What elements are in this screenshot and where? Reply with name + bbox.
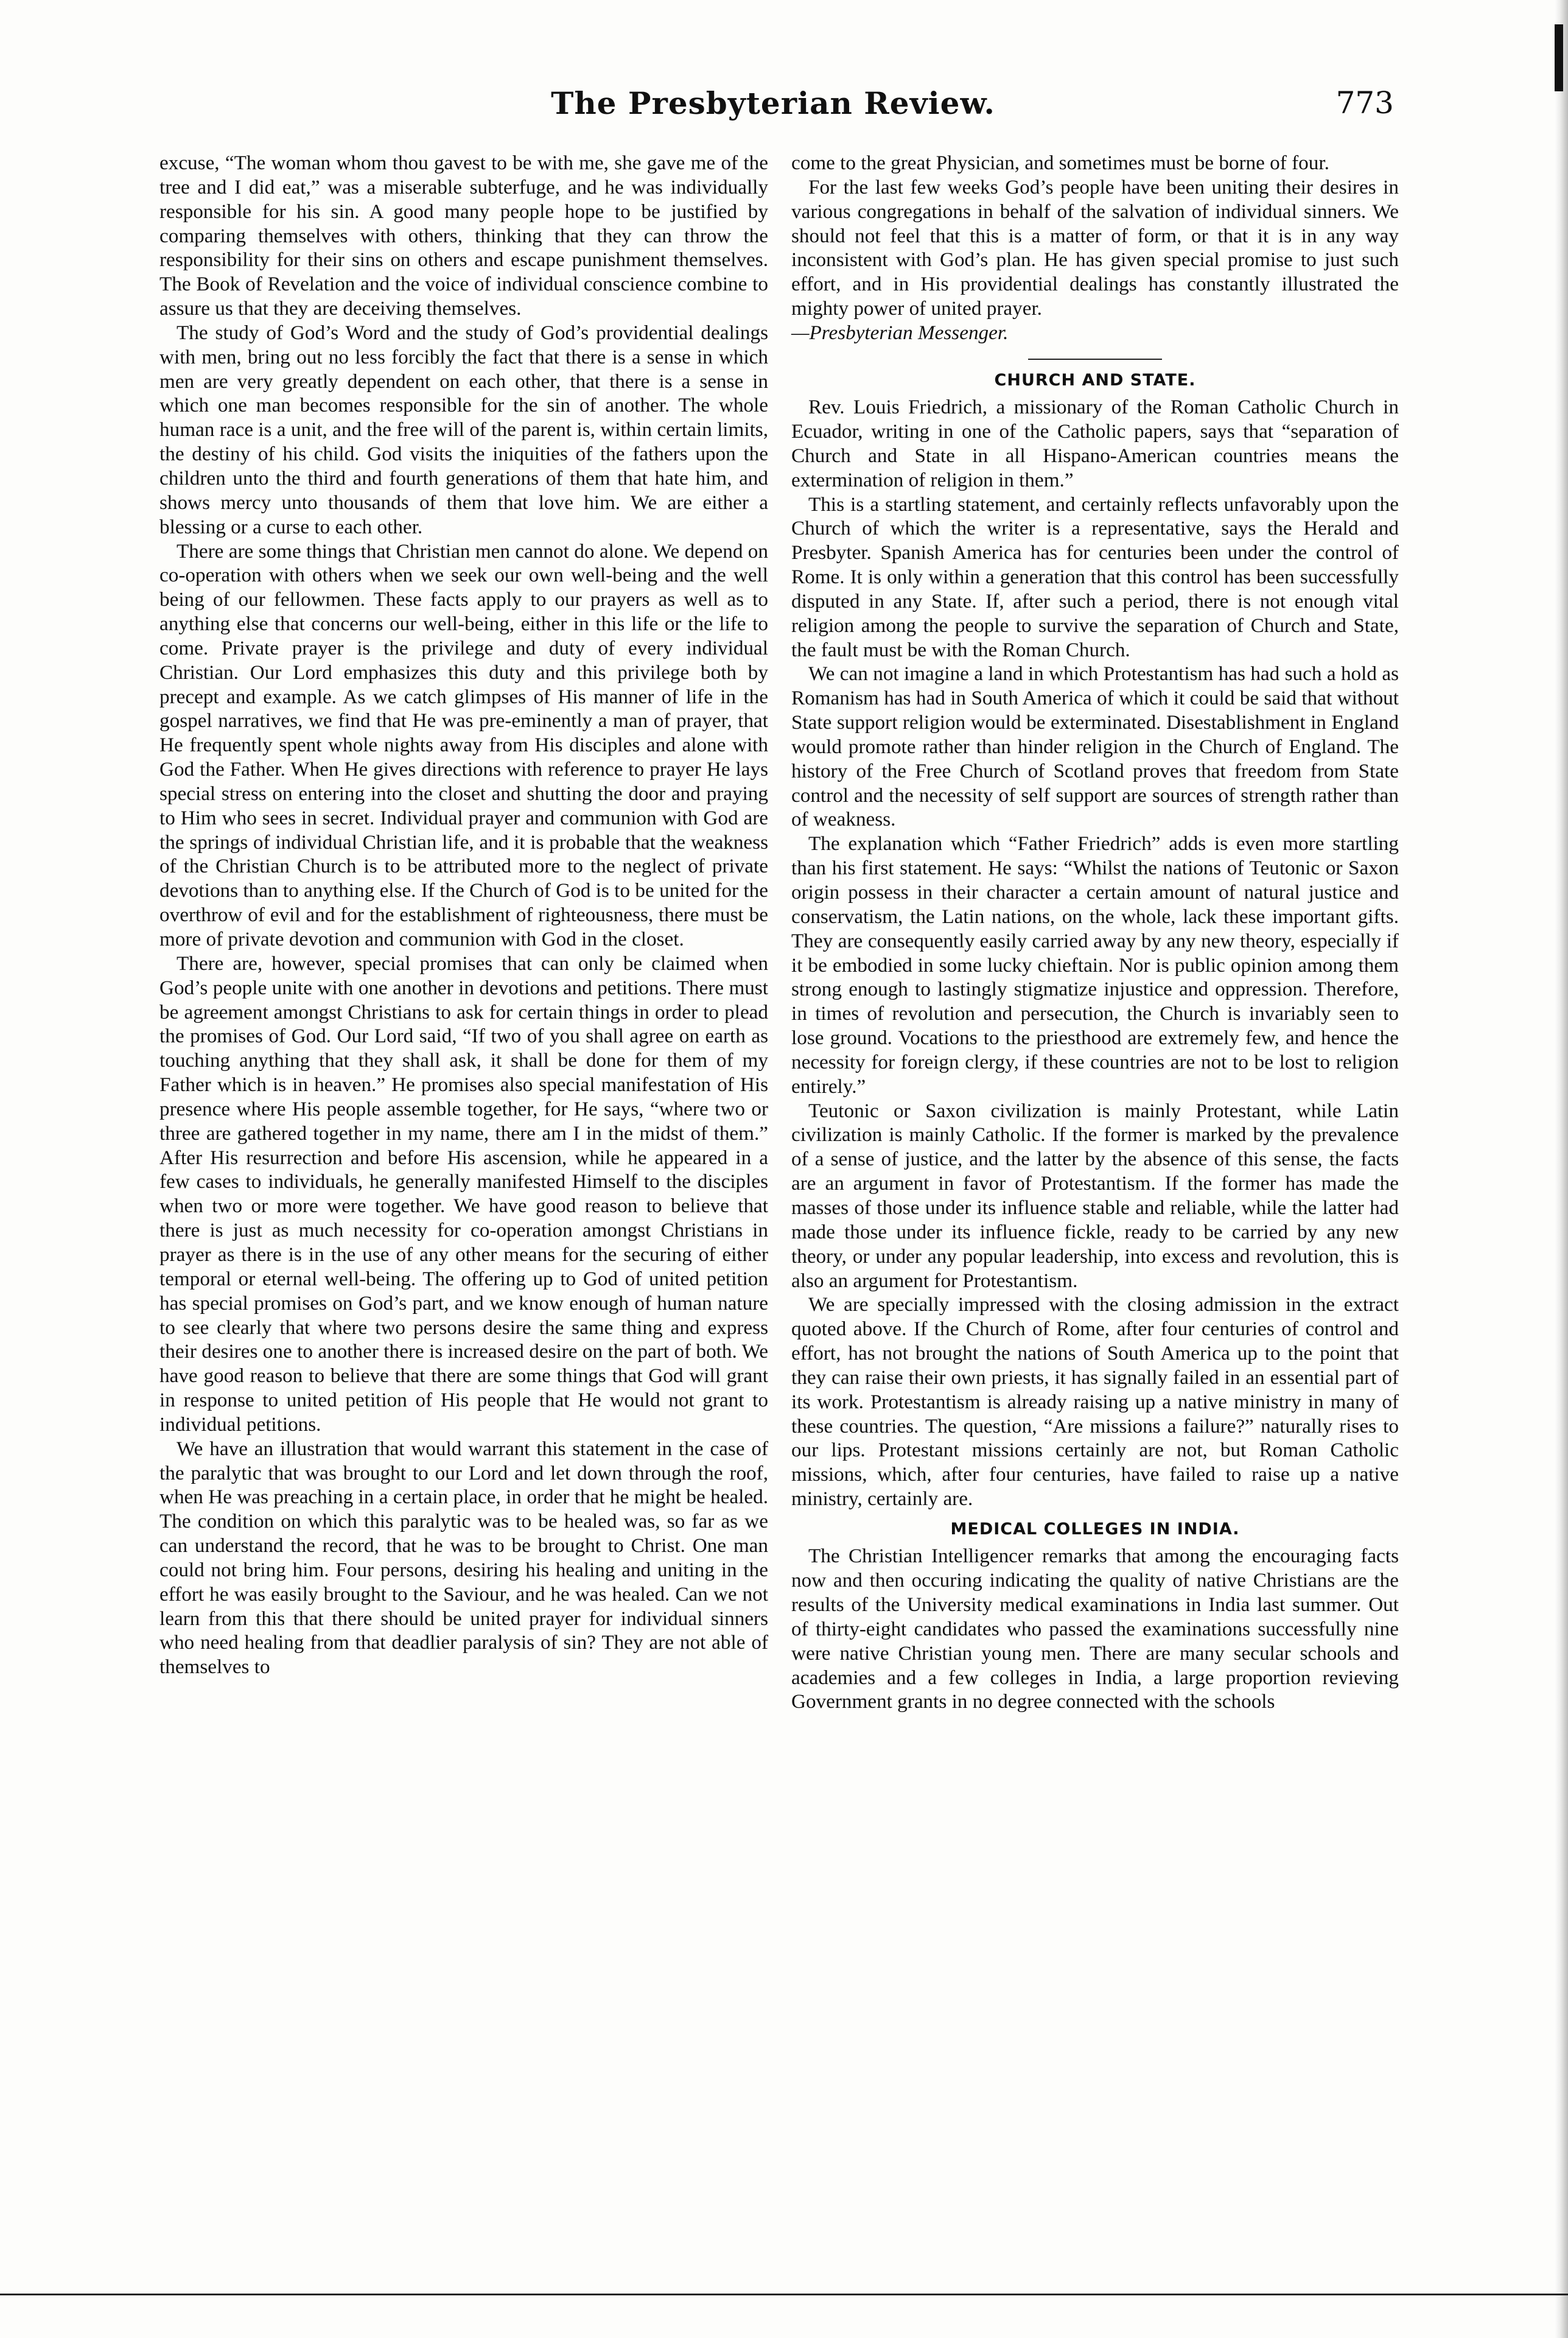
paragraph: Teutonic or Saxon civilization is mainly Protestant, while Latin civilization is mainly Catholic. If the former is marked by the prevalence of a sense of justice, and the latter by the absence of this sense, the facts are an argument in favor of Protestantism. If the former has made the masses of those under its influence stable and reliable, while the latter had made those under its influence fickle, ready to be carried by any new theory, or under any popular leadership, into excess and revolution, this is also an argument for Protestantism. xyxy=(791,1099,1399,1292)
paragraph: For the last few weeks God’s people have been uniting their desires in various congregations in behalf of the salvation of individual sinners. We should not feel that this is a matter of form, or that it is in any way inconsistent with God’s plan. He has given special promise to just such effort, and in His providential dealings has constantly illustrated the mighty power of united prayer. xyxy=(791,175,1399,320)
paragraph: There are, however, special promises that can only be claimed when God’s people unite with one another in devotions and petitions. There must be agreement amongst Christians to ask for certain things in order to plead the promises of God. Our Lord said, “If two of you shall agree on earth as touching anything that they shall ask, it shall be done for them of my Father which is in heaven.” He promises also special manifestation of His presence where His people assemble together, for He says, “where two or three are gathered together in my name, there am I in the midst of them.” After His resurrection and before His ascension, while he appeared in a few cases to individuals, he generally manifested Himself to the disciples when two or more were together. We have good reason to believe that there is just as much necessity for co-operation amongst Christians in prayer as there is in the use of any other means for the securing of either temporal or eternal well-being. The offering up to God of united petition has special promises on God’s part, and we know enough of human nature to see clearly that where two persons desire the same thing and express their desires one to another there is increased desire on the part of both. We have good reason to believe that there are some things that God will grant in response to united petition of His people that He would not grant to individual petitions. xyxy=(159,952,768,1436)
paragraph: Rev. Louis Friedrich, a missionary of the Roman Catholic Church in Ecuador, writing in one of the Catholic papers, says that “separation of Church and State in all Hispano-American countries means the extermination of religion in them.” xyxy=(791,396,1399,491)
paragraph: There are some things that Christian men cannot do alone. We depend on co-operation with others when we seek our own well-being and the well being of our fellowmen. These facts apply to our prayers as well as to anything else that concerns our well-being, either in this life or the life to come. Private prayer is the privilege and duty of every individual Christian. Our Lord emphasizes this duty and this privilege both by precept and example. As we catch glimpses of His manner of life in the gospel narratives, we find that He was pre-eminently a man of prayer, that He frequently spent whole nights away from His disciples and alone with God the Father. When He gives directions with reference to prayer He lays special stress on entering into the closet and shutting the door and praying to Him who sees in secret. Individual prayer and communion with God are the springs of individual Christian life, and it is probable that the weakness of the Christian Church is to be attributed more to the neglect of private devotions than to anything else. If the Church of God is to be united for the overthrow of evil and for the establishment of righteousness, there must be more of private devotion and communion with God in the closet. xyxy=(159,539,768,950)
article-source: —Presbyterian Messenger. xyxy=(791,321,1009,344)
bottom-rule xyxy=(0,2294,1568,2295)
scan-edge-shadow xyxy=(1555,0,1568,2338)
paragraph: come to the great Physician, and sometimes must be borne of four. xyxy=(791,152,1329,174)
scan-edge-mark xyxy=(1555,24,1563,91)
paragraph: We have an illustration that would warrant this statement in the case of the paralytic that was brought to our Lord and let down through the roof, when He was preaching in a certain place, in order that he might be healed. The condition on which this paralytic was to be healed was, so far as we can understand the record, that he was to be brought to Christ. One man could not bring him. Four persons, desiring his healing and uniting in the effort he was easily brought to the Saviour, and he was healed. Can we not learn from this that there should be united prayer for individual sinners who need healing from that deadlier paralysis of sin? They are not able of themselves to xyxy=(159,1437,768,1679)
paragraph: We can not imagine a land in which Protestantism has had such a hold as Romanism has had in South America of which it could be said that without State support religion would be exterminated. Disestablishment in England would promote rather than hinder religion in the Church of England. The history of the Free Church of Scotland proves that freedom from State control and the necessity of self support are sources of strength rather than of weakness. xyxy=(791,662,1399,831)
running-title: The Presbyterian Review. xyxy=(551,85,995,121)
paragraph: The explanation which “Father Friedrich” adds is even more startling than his first statement. He says: “Whilst the nations of Teutonic or Saxon origin possess in their character a certain amount of natural justice and conservatism, the Latin nations, on the whole, lack these important gifts. They are consequently easily carried away by any new theory, especially if it be embodied in some lucky chieftain. Nor is public opinion among them strong enough to lastingly stigmatize injustice and oppression. Therefore, in times of revolution and persecution, the Church is invariably seen to lose ground. Vocations to the priesthood are extremely few, and hence the necessity for foreign clergy, if these countries are not to be lost to religion entirely.” xyxy=(791,832,1399,1098)
paragraph: excuse, “The woman whom thou gavest to be with me, she gave me of the tree and I did eat,” was a miserable subterfuge, and he was individually responsible for his sin. A good many people hope to be justified by comparing themselves with others, thinking that they can throw the responsibility for their sins on others and escape punishment themselves. The Book of Revelation and the voice of individual conscience combine to assure us that they are deceiving themselves. xyxy=(159,152,768,320)
paragraph: We are specially impressed with the closing admission in the extract quoted above. If the Church of Rome, after four centuries of control and effort, has not brought the nations of South America up to the point that they can raise their own priests, it has signally failed in an essential part of its work. Protestantism is already raising up a native ministry in many of these countries. The question, “Are missions a failure?” naturally rises to our lips. Protestant missions certainly are not, but Roman Catholic missions, which, after four centuries, have failed to raise up a native ministry, certainly are. xyxy=(791,1293,1399,1511)
section-heading-medical-colleges: MEDICAL COLLEGES IN INDIA. xyxy=(950,1519,1240,1539)
paragraph: This is a startling statement, and certainly reflects unfavorably upon the Church of which the writer is a representative, says the Herald and Presbyter. Spanish America has for centuries been under the control of Rome. It is only within a generation that this control has been successfully disputed in any State. If, after such a period, there is not enough vital religion among the people to survive the separation of Church and State, the fault must be with the Roman Church. xyxy=(791,493,1399,661)
page-number: 773 xyxy=(1335,85,1394,121)
right-column xyxy=(791,151,1399,1714)
section-heading-church-and-state: CHURCH AND STATE. xyxy=(994,370,1196,390)
section-divider xyxy=(1028,359,1162,360)
paragraph: The study of God’s Word and the study of God’s providential dealings with men, bring out no less forcibly the fact that there is a sense in which men are very greatly dependent on each other, that there is a sense in which one man becomes responsible for the sin of another. The whole human race is a unit, and the free will of the parent is, within certain limits, the destiny of his child. God visits the iniquities of the fathers upon the children unto the third and fourth generations of them that hate him, and shows mercy unto thousands of them that love him. We are either a blessing or a curse to each other. xyxy=(159,321,768,538)
paragraph: The Christian Intelligencer remarks that among the encouraging facts now and then occuring indicating the quality of native Christians are the results of the University medical examinations in India last summer. Out of thirty-eight candidates who passed the examinations successfully nine were native Christian young men. There are many secular schools and academies and a few colleges in India, a large proportion revieving Government grants in no degree connected with the schools xyxy=(791,1545,1399,1713)
page-header xyxy=(152,85,1394,152)
left-column xyxy=(159,151,768,1679)
